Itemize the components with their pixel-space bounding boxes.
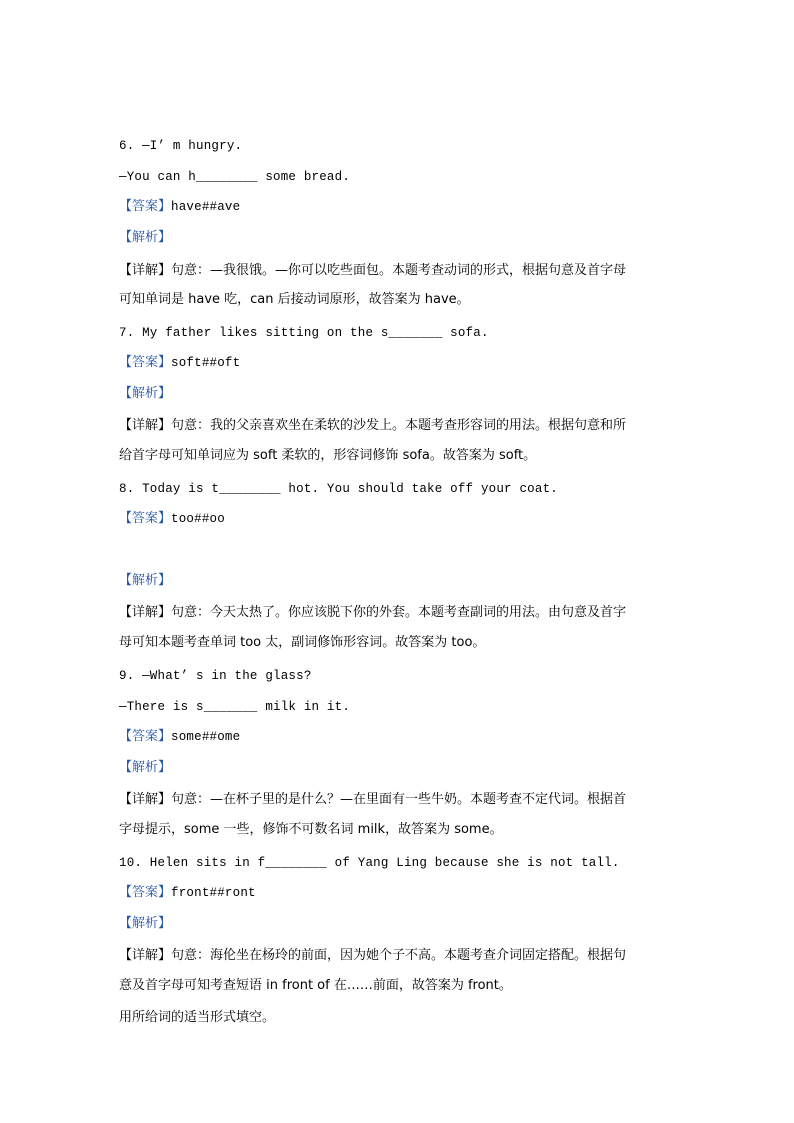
answer-tag: 【答案】 bbox=[119, 729, 172, 744]
answer-8 bbox=[119, 509, 225, 528]
question-9-line-1: 9. —What’ s in the glass? bbox=[119, 669, 312, 683]
answer-value: some##ome bbox=[171, 730, 241, 744]
question-7-line-1: 7. My father likes sitting on the s_______ sofa. bbox=[119, 326, 489, 340]
question-6-line-2: —You can h________ some bread. bbox=[119, 170, 351, 184]
detail-tag: 【详解】 bbox=[119, 418, 172, 433]
answer-10 bbox=[119, 883, 256, 902]
analysis-9 bbox=[119, 758, 171, 777]
section-instruction: 用所给词的适当形式填空。 bbox=[119, 1010, 276, 1025]
analysis-10 bbox=[119, 914, 171, 933]
answer-tag: 【答案】 bbox=[119, 355, 172, 370]
answer-tag: 【答案】 bbox=[119, 199, 172, 214]
analysis-tag: 【解析】 bbox=[119, 573, 172, 588]
answer-6 bbox=[119, 197, 240, 216]
detail-tag: 【详解】 bbox=[119, 948, 172, 963]
detail-text: 句意：海伦坐在杨玲的前面，因为她个子不高。本题考查介词固定搭配。根据句 bbox=[171, 948, 627, 963]
answer-value: have##ave bbox=[171, 200, 241, 214]
answer-value: soft##oft bbox=[171, 356, 241, 370]
answer-7 bbox=[119, 353, 240, 372]
question-9-line-2: —There is s_______ milk in it. bbox=[119, 700, 351, 714]
question-6-line-1: 6. —I’ m hungry. bbox=[119, 139, 243, 153]
analysis-6 bbox=[119, 228, 171, 247]
detail-8-line-1 bbox=[119, 603, 626, 622]
answer-tag: 【答案】 bbox=[119, 511, 172, 526]
answer-value: front##ront bbox=[171, 886, 256, 900]
analysis-tag: 【解析】 bbox=[119, 916, 172, 931]
question-10-line-1: 10. Helen sits in f________ of Yang Ling because she is not tall. bbox=[119, 856, 620, 870]
detail-tag: 【详解】 bbox=[119, 605, 172, 620]
detail-text: 句意：我的父亲喜欢坐在柔软的沙发上。本题考查形容词的用法。根据句意和所 bbox=[171, 418, 627, 433]
detail-10-line-1 bbox=[119, 946, 626, 965]
detail-6-line-1 bbox=[119, 261, 626, 280]
detail-9-line-1 bbox=[119, 790, 626, 809]
analysis-tag: 【解析】 bbox=[119, 386, 172, 401]
analysis-7 bbox=[119, 384, 171, 403]
answer-9 bbox=[119, 727, 240, 746]
detail-8-line-2: 母可知本题考查单词 too 太，副词修饰形容词。故答案为 too。 bbox=[119, 635, 486, 650]
detail-10-line-2: 意及首字母可知考查短语 in front of 在……前面，故答案为 front。 bbox=[119, 978, 512, 993]
detail-tag: 【详解】 bbox=[119, 792, 172, 807]
question-8-line-1: 8. Today is t________ hot. You should take off your coat. bbox=[119, 482, 558, 496]
answer-value: too##oo bbox=[171, 512, 225, 526]
detail-6-line-2: 可知单词是 have 吃，can 后接动词原形，故答案为 have。 bbox=[119, 292, 470, 307]
detail-tag: 【详解】 bbox=[119, 263, 172, 278]
detail-text: 句意：—我很饿。—你可以吃些面包。本题考查动词的形式，根据句意及首字母 bbox=[171, 263, 627, 278]
detail-7-line-1 bbox=[119, 416, 626, 435]
analysis-tag: 【解析】 bbox=[119, 230, 172, 245]
answer-tag: 【答案】 bbox=[119, 885, 172, 900]
analysis-tag: 【解析】 bbox=[119, 760, 172, 775]
analysis-8 bbox=[119, 571, 171, 590]
detail-text: 句意：今天太热了。你应该脱下你的外套。本题考查副词的用法。由句意及首字 bbox=[171, 605, 627, 620]
detail-7-line-2: 给首字母可知单词应为 soft 柔软的，形容词修饰 sofa。故答案为 soft。 bbox=[119, 448, 537, 463]
detail-text: 句意：—在杯子里的是什么？—在里面有一些牛奶。本题考查不定代词。根据首 bbox=[171, 792, 627, 807]
detail-9-line-2: 字母提示，some 一些，修饰不可数名词 milk，故答案为 some。 bbox=[119, 822, 503, 837]
